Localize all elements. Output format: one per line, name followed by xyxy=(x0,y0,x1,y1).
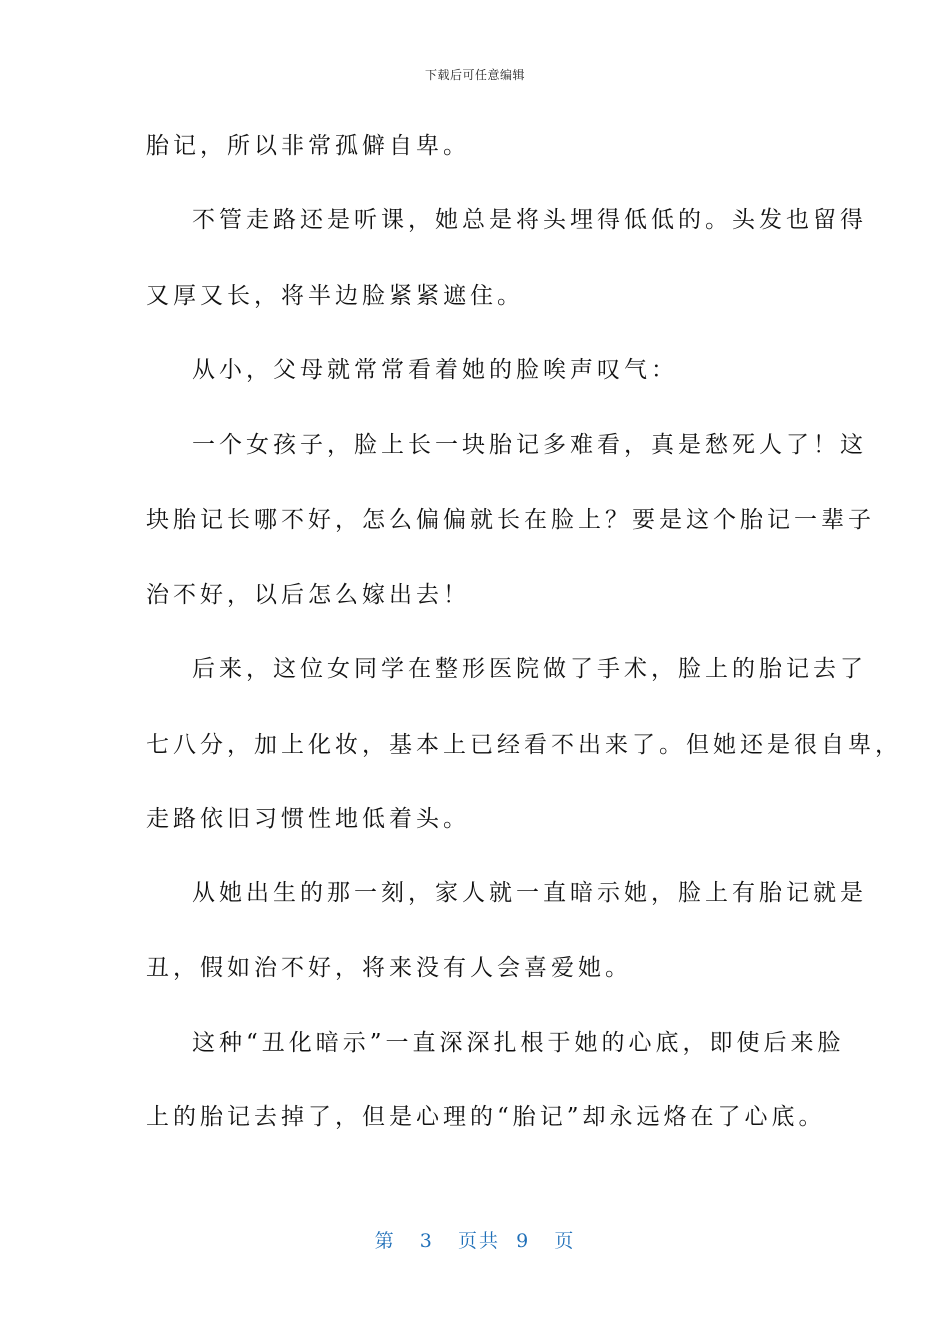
body-line: 块胎记长哪不好，怎么偏偏就长在脸上？要是这个胎记一辈子 xyxy=(146,507,875,533)
page-footer xyxy=(0,1226,950,1253)
footer-prefix: 第 xyxy=(374,1230,396,1252)
page-header: 下载后可任意编辑 xyxy=(424,68,525,82)
body-line: 胎记，所以非常孤僻自卑。 xyxy=(146,133,470,159)
body-line: 不管走路还是听课，她总是将头埋得低低的。头发也留得 xyxy=(192,207,867,233)
footer-middle: 页共 xyxy=(458,1230,501,1252)
body-line: 上的胎记去掉了，但是心理的“胎记”却永远烙在了心底。 xyxy=(146,1104,826,1130)
body-line: 后来，这位女同学在整形医院做了手术，脸上的胎记去了 xyxy=(192,656,867,682)
body-line: 这种“丑化暗示”一直深深扎根于她的心底，即使后来脸 xyxy=(192,1030,845,1056)
body-line: 治不好，以后怎么嫁出去！ xyxy=(146,582,470,608)
body-line: 丑，假如治不好，将来没有人会喜爱她。 xyxy=(146,955,632,981)
body-line: 从她出生的那一刻，家人就一直暗示她，脸上有胎记就是 xyxy=(192,880,867,906)
footer-suffix: 页 xyxy=(554,1230,576,1252)
body-line: 七八分，加上化妆，基本上已经看不出来了。但她还是很自卑， xyxy=(146,732,902,758)
footer-total-pages: 9 xyxy=(516,1230,531,1252)
body-line: 又厚又长，将半边脸紧紧遮住。 xyxy=(146,283,524,309)
body-line: 从小，父母就常常看着她的脸唉声叹气： xyxy=(192,357,678,383)
body-line: 一个女孩子，脸上长一块胎记多难看，真是愁死人了！这 xyxy=(192,432,867,458)
body-line: 走路依旧习惯性地低着头。 xyxy=(146,806,470,832)
footer-page-number: 3 xyxy=(419,1230,434,1252)
